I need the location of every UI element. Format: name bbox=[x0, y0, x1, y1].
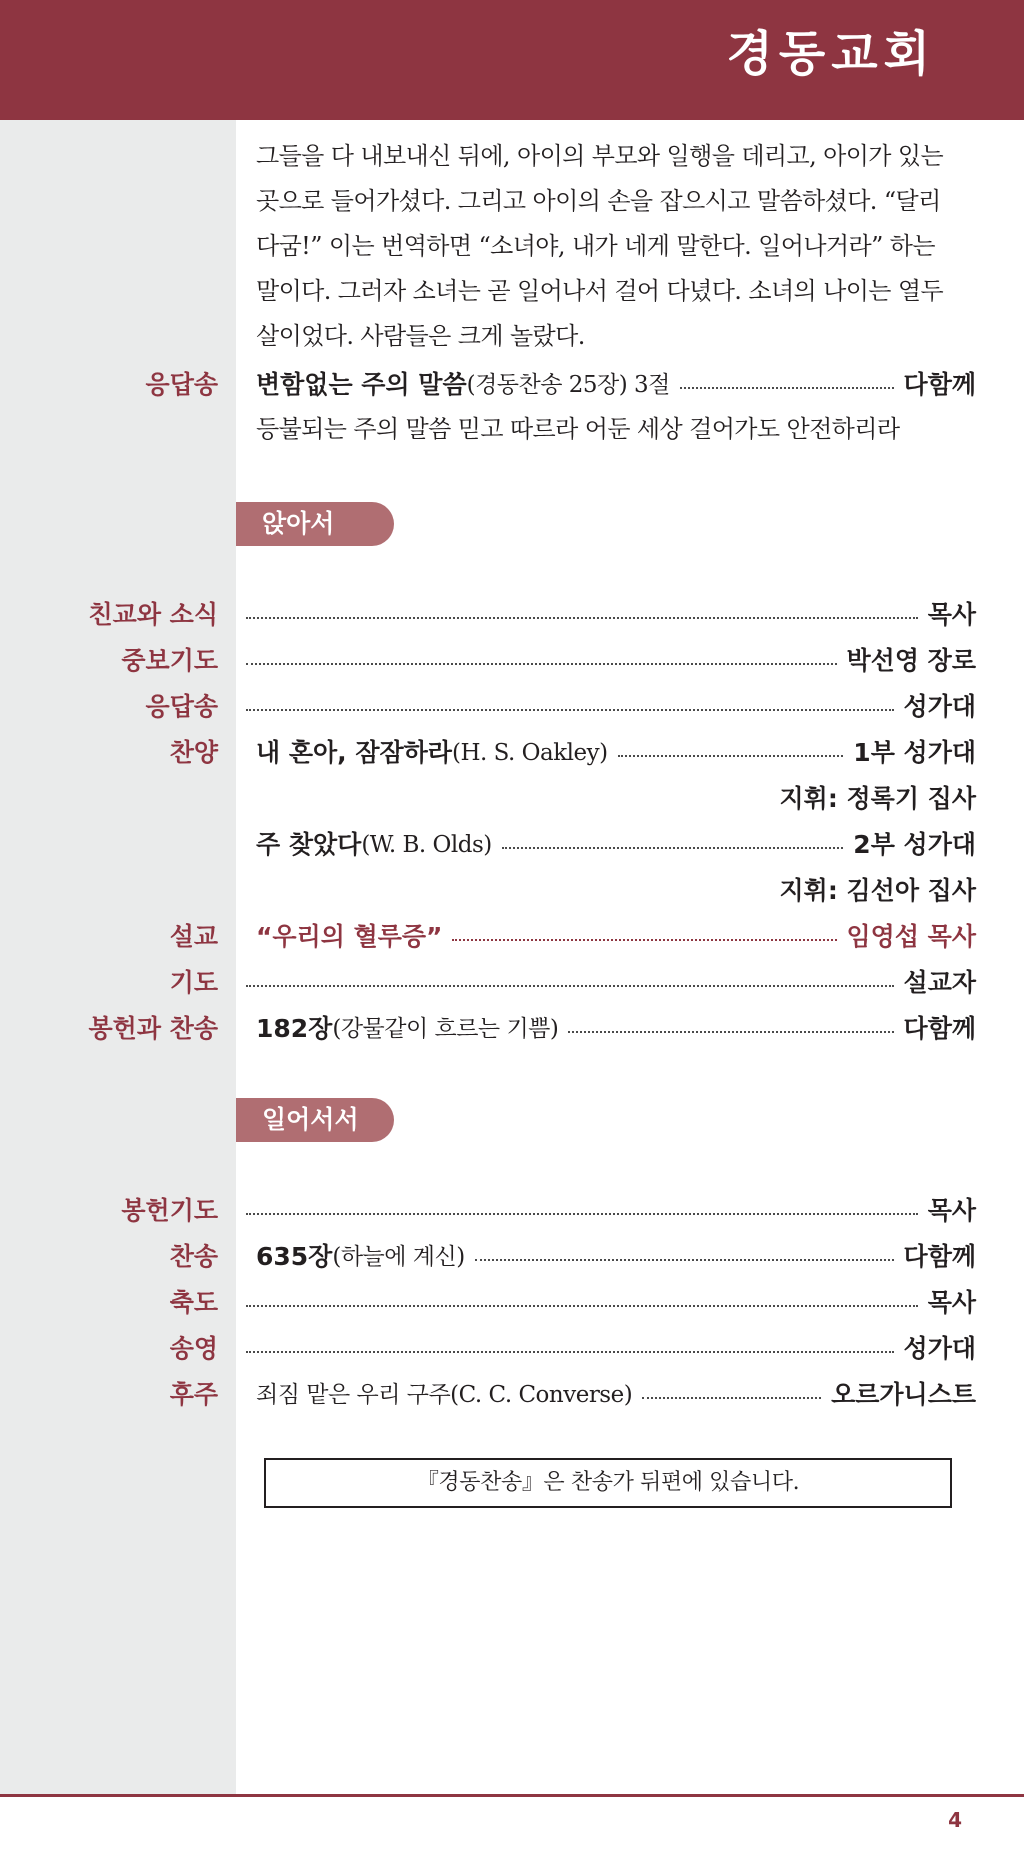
performer: 2부 성가대 bbox=[853, 830, 976, 859]
item-content bbox=[256, 1008, 976, 1050]
song-detail: (경동찬송 25장) 3절 bbox=[466, 372, 670, 398]
item-label: 응답송 bbox=[145, 692, 218, 721]
sermon-title: “우리의 혈루증” bbox=[256, 922, 443, 951]
hymn-number: 182장 bbox=[256, 1014, 333, 1043]
scripture-line: 살이었다. 사람들은 크게 놀랐다. bbox=[256, 322, 585, 350]
postlude-title: 죄짐 맡은 우리 구주(C. C. Converse) bbox=[256, 1382, 633, 1408]
leader-dots bbox=[246, 985, 894, 987]
item-content bbox=[256, 1236, 976, 1278]
scripture-passage bbox=[256, 134, 980, 359]
item-content bbox=[236, 1328, 976, 1370]
section-tab-standing: 일어서서 bbox=[236, 1098, 394, 1142]
order-item-response-song bbox=[0, 364, 1024, 406]
preacher: 임영섭 목사 bbox=[846, 922, 976, 951]
conductor: 지휘: 정록기 집사 bbox=[779, 784, 976, 813]
order-item-postlude bbox=[0, 1374, 1024, 1416]
item-content bbox=[256, 1374, 976, 1416]
hymn-number: 635장 bbox=[256, 1242, 333, 1271]
page-number: 4 bbox=[948, 1808, 962, 1832]
scripture-line: 다굼!” 이는 번역하면 “소녀야, 내가 네게 말한다. 일어나거라” 하는 bbox=[256, 232, 935, 260]
section-tab-seated: 앉아서 bbox=[236, 502, 394, 546]
church-logo: 경동교회 bbox=[726, 26, 936, 82]
performer: 설교자 bbox=[903, 968, 976, 997]
leader-dots bbox=[502, 847, 844, 849]
anthem-title: 내 혼아, 잠잠하라 bbox=[256, 738, 452, 767]
item-label: 축도 bbox=[169, 1288, 218, 1317]
conductor: 지휘: 김선아 집사 bbox=[779, 876, 976, 905]
leader-dots bbox=[642, 1397, 821, 1399]
item-content bbox=[256, 364, 976, 406]
leader-dots bbox=[246, 1213, 918, 1215]
item-label: 친교와 소식 bbox=[88, 600, 218, 629]
performer: 1부 성가대 bbox=[853, 738, 976, 767]
order-item-hymn bbox=[0, 1236, 1024, 1278]
item-content bbox=[236, 1282, 976, 1324]
item-content bbox=[236, 594, 976, 636]
anthem-composer: (H. S. Oakley) bbox=[451, 740, 608, 766]
item-label: 설교 bbox=[169, 922, 218, 951]
hymn-title: (하늘에 계신) bbox=[332, 1244, 465, 1270]
order-item-prayer bbox=[0, 962, 1024, 1004]
performer: 목사 bbox=[927, 1288, 976, 1317]
item-label: 후주 bbox=[169, 1380, 218, 1409]
performer: 목사 bbox=[927, 1196, 976, 1225]
leader-dots bbox=[680, 387, 894, 389]
performer: 박선영 장로 bbox=[846, 646, 976, 675]
anthem-composer: (W. B. Olds) bbox=[361, 832, 492, 858]
item-label: 봉헌과 찬송 bbox=[88, 1014, 218, 1043]
item-label: 중보기도 bbox=[121, 646, 218, 675]
leader-dots bbox=[246, 663, 837, 665]
hymn-title: (강물같이 흐르는 기쁨) bbox=[332, 1016, 559, 1042]
order-item-sermon bbox=[0, 916, 1024, 958]
item-content bbox=[236, 962, 976, 1004]
performer: 성가대 bbox=[903, 692, 976, 721]
song-lyric: 등불되는 주의 말씀 믿고 따르라 어둔 세상 걸어가도 안전하리라 bbox=[256, 415, 900, 443]
order-item-intercession bbox=[0, 640, 1024, 682]
order-item-response bbox=[0, 686, 1024, 728]
leader-dots bbox=[246, 617, 918, 619]
item-content bbox=[236, 686, 976, 728]
item-content bbox=[256, 732, 976, 774]
leader-dots bbox=[246, 709, 894, 711]
leader-dots bbox=[568, 1031, 893, 1033]
performer: 목사 bbox=[927, 600, 976, 629]
header-bar bbox=[0, 0, 1024, 120]
order-item-offering bbox=[0, 1008, 1024, 1050]
leader-dots bbox=[618, 755, 844, 757]
performer: 오르가니스트 bbox=[831, 1380, 976, 1409]
scripture-line: 그들을 다 내보내신 뒤에, 아이의 부모와 일행을 데리고, 아이가 있는 bbox=[256, 142, 944, 170]
performer: 다함께 bbox=[903, 370, 976, 399]
item-content bbox=[236, 640, 976, 682]
item-label: 찬양 bbox=[169, 738, 218, 767]
scripture-line: 말이다. 그러자 소녀는 곧 일어나서 걸어 다녔다. 소녀의 나이는 열두 bbox=[256, 277, 944, 305]
anthem-title: 주 찾았다 bbox=[256, 830, 362, 859]
order-item-benediction bbox=[0, 1282, 1024, 1324]
leader-dots bbox=[475, 1259, 894, 1261]
item-content bbox=[256, 824, 976, 866]
item-label: 응답송 bbox=[145, 370, 218, 399]
item-label: 찬송 bbox=[169, 1242, 218, 1271]
order-item-anthem-1 bbox=[0, 732, 1024, 774]
order-item-anthem-2 bbox=[0, 824, 1024, 866]
footer-rule bbox=[0, 1794, 1024, 1797]
order-item-offering-prayer bbox=[0, 1190, 1024, 1232]
song-title: 변함없는 주의 말씀 bbox=[256, 370, 467, 399]
order-item-doxology bbox=[0, 1328, 1024, 1370]
item-label: 봉헌기도 bbox=[121, 1196, 218, 1225]
anthem-1-conductor-row bbox=[0, 778, 1024, 820]
leader-dots bbox=[452, 939, 836, 941]
item-content bbox=[236, 1190, 976, 1232]
item-label: 기도 bbox=[169, 968, 218, 997]
performer: 다함께 bbox=[903, 1242, 976, 1271]
performer: 성가대 bbox=[903, 1334, 976, 1363]
order-item-fellowship bbox=[0, 594, 1024, 636]
anthem-2-conductor-row bbox=[0, 870, 1024, 912]
leader-dots bbox=[246, 1351, 894, 1353]
item-label: 송영 bbox=[169, 1334, 218, 1363]
item-content bbox=[256, 916, 976, 958]
performer: 다함께 bbox=[903, 1014, 976, 1043]
hymnal-note-box: 『경동찬송』은 찬송가 뒤편에 있습니다. bbox=[264, 1458, 952, 1508]
leader-dots bbox=[246, 1305, 918, 1307]
scripture-line: 곳으로 들어가셨다. 그리고 아이의 손을 잡으시고 말씀하셨다. “달리 bbox=[256, 187, 941, 215]
